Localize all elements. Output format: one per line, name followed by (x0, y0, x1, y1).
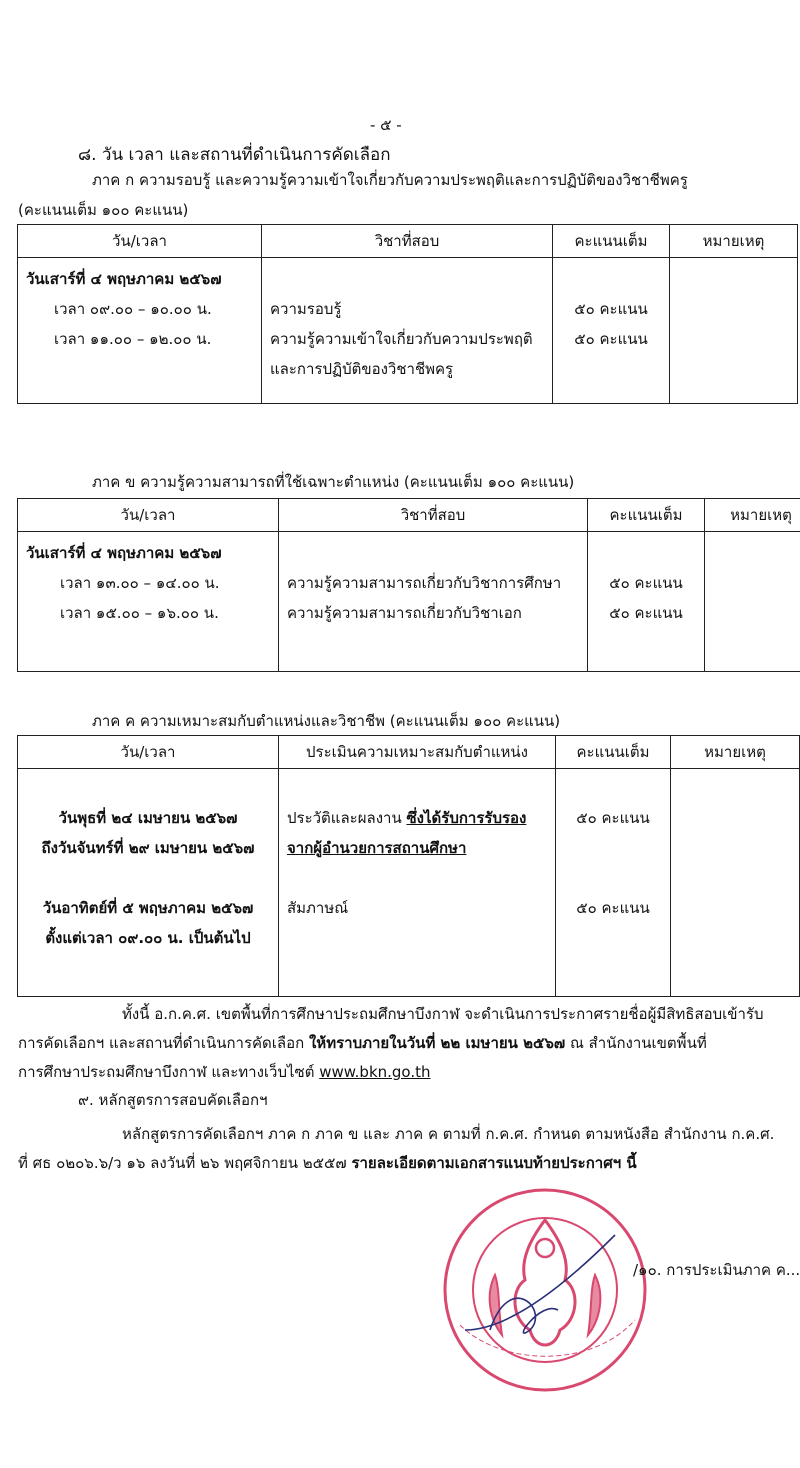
section-9-line-1: หลักสูตรการคัดเลือกฯ ภาค ก ภาค ข และ ภาค ค ตามที่ ก.ค.ศ. กำหนด ตามหนังสือ สำนักงาน ก.ค.ศ. (122, 1125, 775, 1143)
interview-date: วันอาทิตย์ที่ ๕ พฤษภาคม ๒๕๖๗ (42, 899, 254, 917)
exam-subject: ความรู้ความสามารถเกี่ยวกับวิชาเอก (287, 604, 522, 622)
announcement-line-2: การคัดเลือกฯ และสถานที่ดำเนินการคัดเลือก ให้ทราบภายในวันที่ ๒๒ เมษายน ๒๕๖๗ ณ สำนักงานเขตพื้นที่ (18, 1034, 707, 1052)
header-subject: วิชาที่สอบ (279, 499, 588, 532)
assessment-subject: ประวัติและผลงาน (287, 809, 407, 827)
exam-remark (705, 532, 800, 672)
table-header-row (18, 499, 800, 532)
part-b-title: ภาค ข ความรู้ความสามารถที่ใช้เฉพาะตำแหน่ง (คะแนนเต็ม ๑๐๐ คะแนน) (92, 473, 575, 491)
exam-subject: ความรอบรู้ (270, 300, 342, 318)
table-row (18, 258, 798, 404)
header-remark: หมายเหตุ (670, 225, 798, 258)
interview-subject: สัมภาษณ์ (287, 899, 349, 917)
exam-score: ๕๐ คะแนน (609, 604, 683, 622)
interview-score: ๕๐ คะแนน (576, 899, 650, 917)
header-score: คะแนนเต็ม (556, 736, 671, 769)
exam-time: เวลา ๐๙.๐๐ – ๑๐.๐๐ น. (54, 300, 212, 318)
official-stamp-icon (440, 1180, 650, 1400)
website-link[interactable]: www.bkn.go.th (319, 1063, 431, 1081)
section-8-title: ๘. วัน เวลา และสถานที่ดำเนินการคัดเลือก (78, 145, 391, 165)
exam-time: เวลา ๑๕.๐๐ – ๑๖.๐๐ น. (60, 604, 219, 622)
header-date: วัน/เวลา (18, 225, 262, 258)
exam-time: เวลา ๑๓.๐๐ – ๑๔.๐๐ น. (60, 574, 220, 592)
exam-date: วันเสาร์ที่ ๔ พฤษภาคม ๒๕๖๗ (26, 544, 222, 562)
header-remark: หมายเหตุ (705, 499, 800, 532)
exam-score: ๕๐ คะแนน (574, 330, 648, 348)
part-b-table (17, 498, 800, 672)
part-c-title: ภาค ค ความเหมาะสมกับตำแหน่งและวิชาชีพ (คะแนนเต็ม ๑๐๐ คะแนน) (92, 712, 561, 730)
exam-score: ๕๐ คะแนน (609, 574, 683, 592)
assessment-date-end: ถึงวันจันทร์ที่ ๒๙ เมษายน ๒๕๖๗ (41, 839, 255, 857)
exam-score: ๕๐ คะแนน (574, 300, 648, 318)
assessment-subject-certified: ซึ่งได้รับการรับรอง (406, 809, 527, 827)
assessment-certifier: จากผู้อำนวยการสถานศึกษา (287, 839, 467, 857)
assessment-remark (671, 769, 800, 997)
table-row (18, 532, 800, 672)
announcement-line-3: การศึกษาประถมศึกษาบึงกาฬ และทางเว็บไซต์ www.bkn.go.th (18, 1063, 431, 1081)
header-remark: หมายเหตุ (671, 736, 800, 769)
header-score: คะแนนเต็ม (588, 499, 705, 532)
header-score: คะแนนเต็ม (553, 225, 670, 258)
assessment-score: ๕๐ คะแนน (576, 809, 650, 827)
section-9-title: ๙. หลักสูตรการสอบคัดเลือกฯ (78, 1091, 268, 1109)
section-9-reference: รายละเอียดตามเอกสารแนบท้ายประกาศฯ นี้ (351, 1154, 637, 1172)
part-a-table (17, 224, 798, 404)
table-row (18, 769, 800, 997)
part-c-table (17, 735, 800, 997)
table-header-row (18, 736, 800, 769)
interview-time: ตั้งแต่เวลา ๐๙.๐๐ น. เป็นต้นไป (45, 929, 251, 947)
assessment-date: วันพุธที่ ๒๔ เมษายน ๒๕๖๗ (58, 809, 238, 827)
header-subject: วิชาที่สอบ (262, 225, 553, 258)
part-a-subtitle: (คะแนนเต็ม ๑๐๐ คะแนน) (18, 201, 189, 219)
header-date: วัน/เวลา (18, 499, 279, 532)
exam-date: วันเสาร์ที่ ๔ พฤษภาคม ๒๕๖๗ (26, 270, 222, 288)
exam-subject: ความรู้ความเข้าใจเกี่ยวกับความประพฤติ (270, 330, 533, 348)
announcement-line-1: ทั้งนี้ อ.ก.ค.ศ. เขตพื้นที่การศึกษาประถมศึกษาบึงกาฬ จะดำเนินการประกาศรายชื่อผู้มีสิทธิสอบเข้ารับ (122, 1005, 764, 1023)
announcement-deadline: ให้ทราบภายในวันที่ ๒๒ เมษายน ๒๕๖๗ (308, 1034, 566, 1052)
part-a-title: ภาค ก ความรอบรู้ และความรู้ความเข้าใจเกี่ยวกับความประพฤติและการปฏิบัติของวิชาชีพครู (92, 171, 688, 189)
header-assessment: ประเมินความเหมาะสมกับตำแหน่ง (279, 736, 556, 769)
continuation-note: /๑๐. การประเมินภาค ค... (633, 1261, 800, 1279)
exam-remark (670, 258, 798, 404)
table-header-row (18, 225, 798, 258)
header-date: วัน/เวลา (18, 736, 279, 769)
exam-subject-cont: และการปฏิบัติของวิชาชีพครู (270, 360, 454, 378)
section-9-line-2: ที่ ศธ ๐๒๐๖.๖/ว ๑๖ ลงวันที่ ๒๖ พฤศจิกายน ๒๕๕๗ รายละเอียดตามเอกสารแนบท้ายประกาศฯ นี้ (18, 1154, 637, 1172)
exam-subject: ความรู้ความสามารถเกี่ยวกับวิชาการศึกษา (287, 574, 562, 592)
page-number: - ๕ - (370, 116, 402, 134)
exam-time: เวลา ๑๑.๐๐ – ๑๒.๐๐ น. (54, 330, 212, 348)
